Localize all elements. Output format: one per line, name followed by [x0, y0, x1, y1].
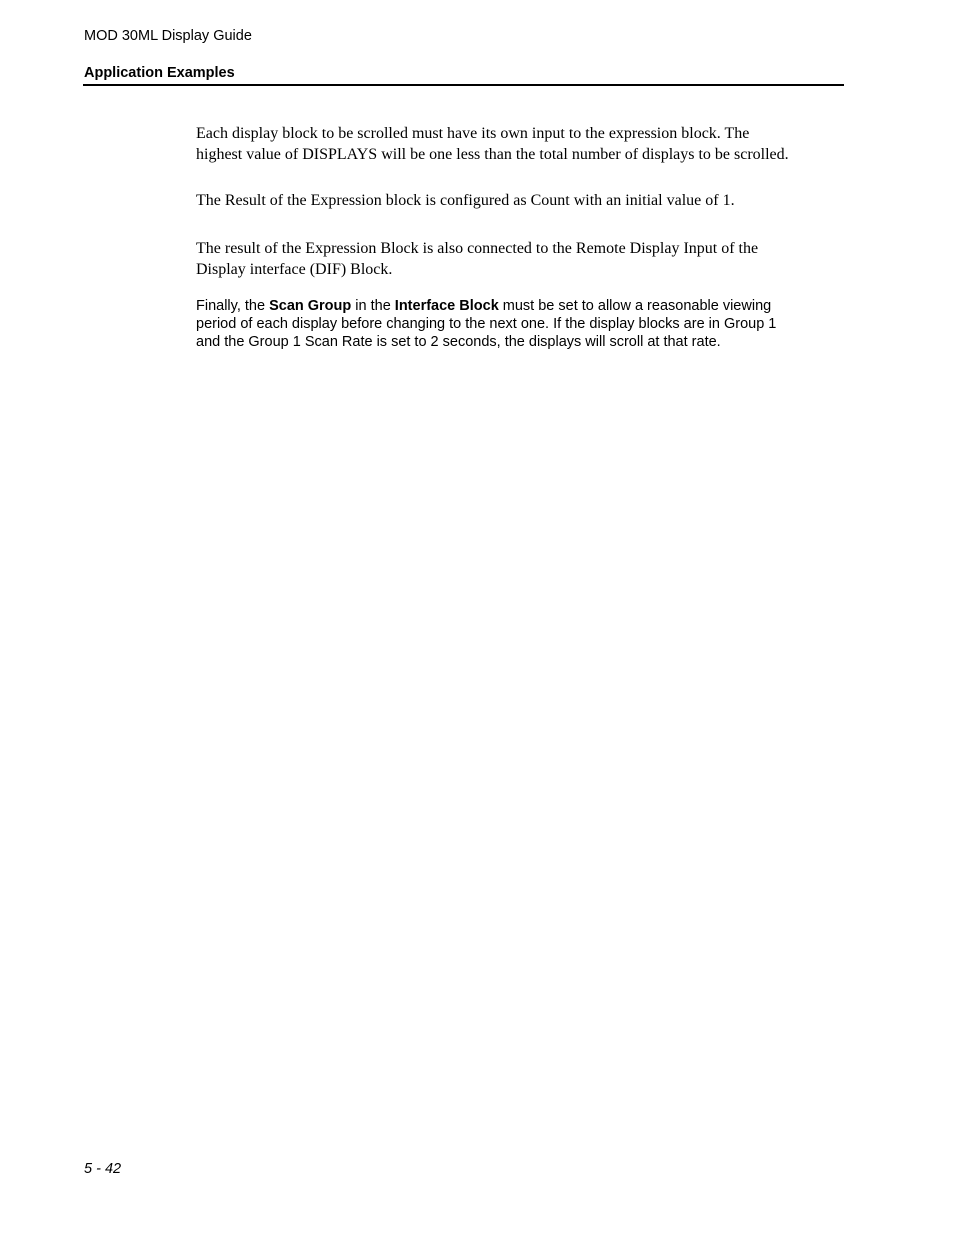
bold-term-scan-group: Scan Group: [269, 298, 352, 314]
paragraph-line: highest value of DISPLAYS will be one less than the total number of displays to be scrolled.: [196, 146, 789, 163]
paragraph-line: and the Group 1 Scan Rate is set to 2 seconds, the displays will scroll at that rate.: [196, 334, 721, 350]
text-run: Finally, the: [196, 298, 270, 314]
paragraph-display-inputs: [196, 123, 846, 165]
paragraph-line: Display interface (DIF) Block.: [196, 261, 393, 278]
page-number: 5 - 42: [84, 1161, 122, 1177]
text-run: in the: [351, 298, 395, 314]
paragraph-expression-result: The Result of the Expression block is configured as Count with an initial value of 1.: [196, 192, 735, 209]
bold-term-interface-block: Interface Block: [394, 298, 499, 314]
paragraph-line: The result of the Expression Block is also connected to the Remote Display Input of the: [196, 240, 759, 257]
paragraph-line: period of each display before changing to the next one. If the display blocks are in Group 1: [196, 316, 777, 332]
paragraph-remote-display-input: [196, 238, 846, 280]
paragraph-scan-group: [196, 297, 846, 351]
section-title: Application Examples: [84, 65, 235, 81]
header-divider: [83, 84, 844, 86]
guide-title: MOD 30ML Display Guide: [84, 28, 252, 44]
paragraph-line: Each display block to be scrolled must have its own input to the expression block. The: [196, 125, 750, 142]
text-run: must be set to allow a reasonable viewing: [498, 298, 772, 314]
